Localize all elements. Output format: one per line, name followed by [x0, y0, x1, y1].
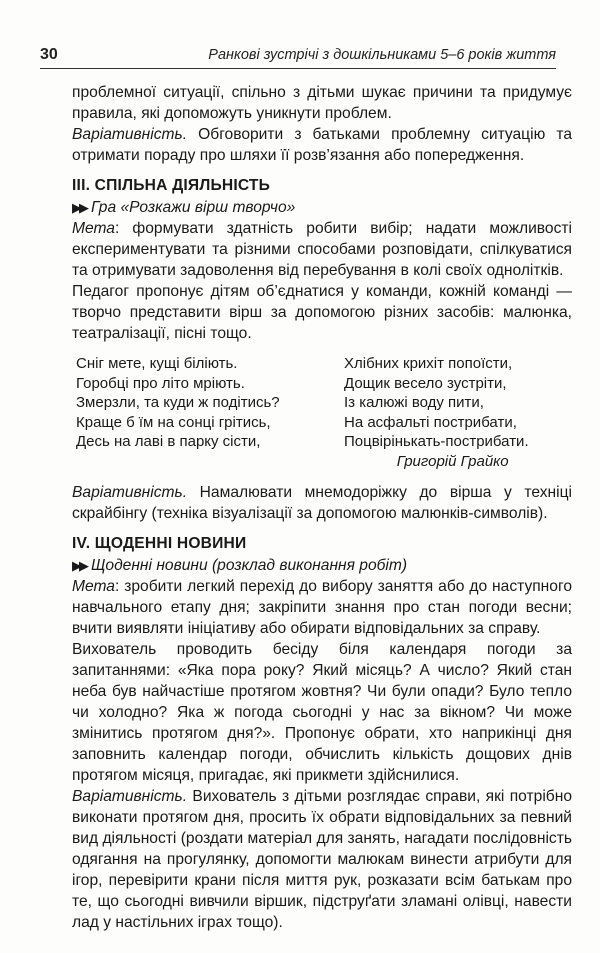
poem-line: Дощик весело зустріти,: [344, 374, 507, 392]
goal-label: Мета: [72, 578, 115, 595]
game-title-text: Щоденні новини (розклад виконання робіт): [91, 557, 408, 574]
variation-text: Обговорити з батьками проблемну ситуацію та отримати пораду про шляхи її розв’язання або попередження.: [72, 126, 572, 164]
poem-line: Краще б їм на сонці грітись,: [76, 413, 271, 431]
poem-line: Сніг мете, кущі біліють.: [76, 355, 238, 372]
poem-line: Хлібних крихіт попоїсти,: [344, 355, 513, 372]
section-title-daily-news: IV. ЩОДЕННІ НОВИНИ: [72, 535, 247, 552]
game-title: [72, 555, 572, 576]
teacher-paragraph: Вихователь проводить бесіду біля календаря погоди за запитаннями: «Яка пора року? Який місяць? А число? Який стан неба був найчастіше протягом жовтня? Чи були опади? Було тепло чи холодно? Яка ж погода сьогодні у нас за вікном? Чи може змінитись протягом дня?». Пропонує обрати, хто наприкінці дня заповнить календар погоди, обчислить кількість дощових днів протягом місяця, пригадає, які прикмети здійснилися.: [72, 641, 572, 784]
variation-label: Варіативність.: [72, 484, 188, 501]
teacher-paragraph: Педагог пропонує дітям об’єднатися у команди, кожній команді — творчо представити вірш за допомогою різних засобів: малюнка, театралізації, пісні тощо.: [72, 283, 572, 342]
goal-label: Мета: [72, 220, 115, 237]
variation-paragraph: [72, 482, 572, 524]
poem: [72, 354, 572, 474]
intro-variation: [72, 124, 572, 166]
running-title: Ранкові зустрічі з дошкільниками 5–6 років життя: [208, 47, 556, 63]
goal-text: : формувати здатність робити вибір; надати можливості експериментувати та різними способами розповідати, спілкуватися та отримувати задоволення від перебування в колі своїх однолітків.: [72, 220, 572, 279]
variation-text: Намалювати мнемодоріжку до вірша у техніці скрайбінгу (техніка візуалізації за допомогою малюнків-символів).: [72, 484, 572, 522]
poem-line: Змерзли, та куди ж подітись?: [76, 394, 280, 411]
page-content: [72, 82, 572, 933]
goal-paragraph: [72, 576, 572, 639]
poem-line: Із калюжі воду пити,: [344, 394, 484, 411]
page-header: [40, 46, 556, 72]
section-title-joint-activity: III. СПІЛЬНА ДІЯЛЬНІСТЬ: [72, 177, 271, 194]
poem-right-column: [344, 354, 529, 471]
game-title-text: Гра «Розкажи вірш творчо»: [91, 199, 296, 216]
poem-line: Поцвірінькать-пострибати.: [344, 433, 529, 450]
variation-label: Варіативність.: [72, 788, 188, 805]
intro-paragraph: [72, 82, 572, 124]
page-number: 30: [40, 46, 58, 63]
goal-text: : зробити легкий перехід до вибору заняття або до наступного навчального етапу дня; закріпити знання про стан погоди весни; вчити виявляти ініціативу або обирати відповідальних за справу.: [72, 578, 572, 637]
game-title: [72, 197, 572, 218]
variation-text: Вихователь з дітьми розглядає справи, які потрібно виконати протягом дня, просить їх обрати відповідальних за певний вид діяльності (роздати матеріал для занять, нагадати послідовність одягання на прогулянку, допомогти малюкам винести атрибути для ігор, перевірити крани після миття рук, розказати всім батькам про те, що сьогодні вивчили віршик, підструґати зламані олівці, навести лад у настільних іграх тощо).: [72, 788, 572, 931]
intro-text: проблемної ситуації, спільно з дітьми шукає причини та придумує правила, які допоможуть уникнути проблем.: [72, 84, 572, 122]
double-arrow-icon: ▶▶: [72, 558, 86, 573]
poem-line: Горобці про літо мріють.: [76, 374, 245, 392]
double-arrow-icon: ▶▶: [72, 200, 86, 215]
goal-paragraph: [72, 218, 572, 281]
variation-label: Варіативність.: [72, 126, 188, 143]
poem-line: Десь на лаві в парку сісти,: [76, 433, 261, 450]
poem-left-column: [76, 354, 280, 452]
poem-author: Григорій Грайко: [396, 452, 509, 470]
variation-paragraph: [72, 786, 572, 933]
poem-line: На асфальті пострибати,: [344, 413, 517, 431]
header-rule: [40, 68, 556, 69]
